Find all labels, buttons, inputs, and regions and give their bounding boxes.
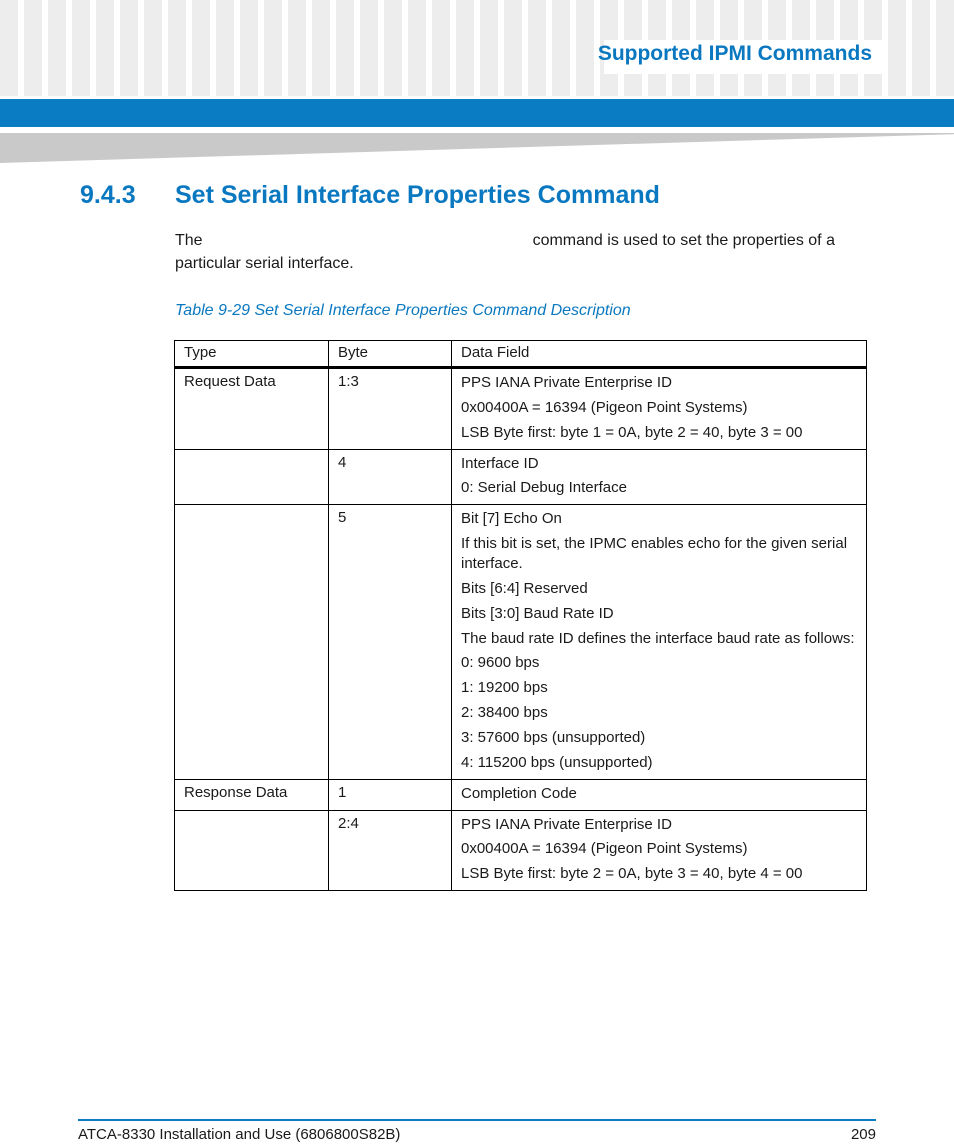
cell-data-field [452, 779, 867, 810]
data-field-line: 3: 57600 bps (unsupported) [461, 728, 646, 746]
data-field-line: 0x00400A = 16394 (Pigeon Point Systems) [461, 398, 748, 416]
section-number: 9.4.3 [80, 181, 136, 209]
cell-byte: 1:3 [329, 368, 452, 450]
paragraph-start: The [175, 232, 203, 249]
cell-type: Request Data [175, 368, 329, 450]
data-field-line: 1: 19200 bps [461, 679, 548, 697]
cell-byte: 5 [329, 505, 452, 779]
footer-rule [78, 1119, 876, 1121]
header-cell-data-field: Data Field [452, 341, 867, 368]
table-row [175, 505, 867, 779]
cell-data-field [452, 810, 867, 891]
running-header-title: Supported IPMI Commands [597, 42, 872, 65]
paragraph-end: command is used to set the properties of a particular serial interface. [175, 232, 835, 272]
data-field-line: Bits [3:0] Baud Rate ID [461, 604, 614, 622]
data-field-line: LSB Byte first: byte 2 = 0A, byte 3 = 40, byte 4 = 00 [461, 865, 803, 883]
data-field-line: If this bit is set, the IPMC enables echo for the given serial interface. [461, 535, 848, 573]
section-paragraph [175, 229, 865, 275]
table-row [175, 779, 867, 810]
data-field-line: Bits [6:4] Reserved [461, 579, 588, 597]
data-field-line: Bit [7] Echo On [461, 510, 562, 528]
table-header-row [175, 341, 867, 368]
header-cell-type: Type [175, 341, 329, 368]
header-blue-bar [0, 99, 954, 127]
table-body [175, 368, 867, 891]
cell-data-field [452, 368, 867, 450]
data-field-line: PPS IANA Private Enterprise ID [461, 374, 672, 391]
cell-byte: 1 [329, 779, 452, 810]
data-field-line: LSB Byte first: byte 1 = 0A, byte 2 = 40, byte 3 = 00 [461, 423, 803, 441]
data-field-line: 0: 9600 bps [461, 654, 540, 672]
cell-data-field [452, 449, 867, 505]
footer-document-title: ATCA-8330 Installation and Use (6806800S82B) [78, 1126, 401, 1143]
data-field-line: Interface ID [461, 454, 539, 472]
header-gray-wedge [0, 133, 954, 163]
table-caption: Table 9-29 Set Serial Interface Properties Command Description [175, 302, 631, 319]
data-field-line: 0: Serial Debug Interface [461, 479, 627, 497]
data-field-line: 2: 38400 bps [461, 703, 548, 721]
cell-byte: 4 [329, 449, 452, 505]
data-field-line: Completion Code [461, 784, 577, 802]
command-description-table [174, 340, 867, 891]
table-row [175, 810, 867, 891]
header-cell-byte: Byte [329, 341, 452, 368]
data-field-line: PPS IANA Private Enterprise ID [461, 815, 672, 833]
cell-byte: 2:4 [329, 810, 452, 891]
data-field-line: The baud rate ID defines the interface baud rate as follows: [461, 629, 855, 647]
section-title: Set Serial Interface Properties Command [175, 181, 660, 209]
cell-type [175, 449, 329, 505]
cell-type [175, 810, 329, 891]
table-row [175, 368, 867, 450]
data-field-line: 0x00400A = 16394 (Pigeon Point Systems) [461, 840, 748, 858]
table-row [175, 449, 867, 505]
cell-type [175, 505, 329, 779]
cell-data-field [452, 505, 867, 779]
footer-page-number: 209 [850, 1126, 876, 1143]
cell-type: Response Data [175, 779, 329, 810]
data-field-line: 4: 115200 bps (unsupported) [461, 753, 653, 771]
